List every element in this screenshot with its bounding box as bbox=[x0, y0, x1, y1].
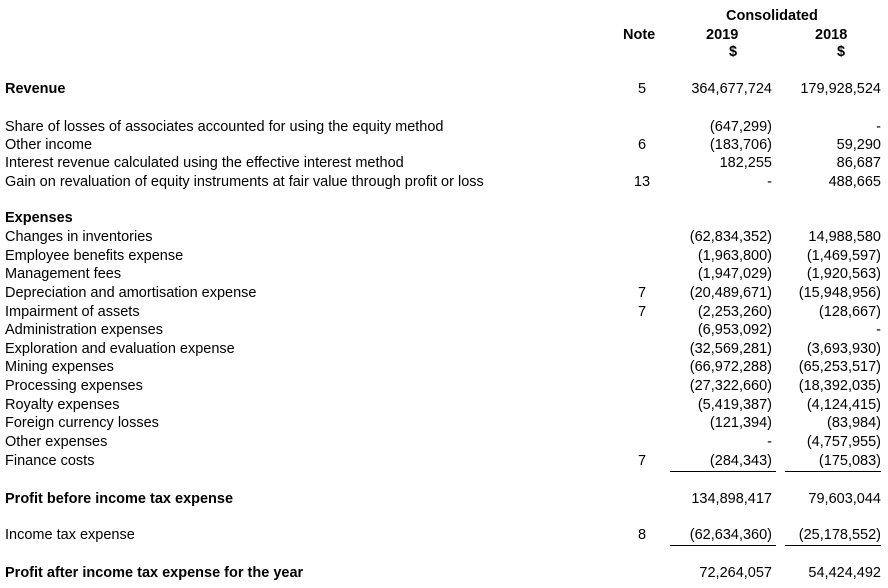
value-2019: 364,677,724 bbox=[691, 81, 772, 97]
row-label: Mining expenses bbox=[5, 359, 114, 375]
value-2019: (20,489,671) bbox=[689, 285, 772, 301]
row-label: Gain on revaluation of equity instruments at fair value through profit or loss bbox=[5, 174, 484, 190]
row-label: Income tax expense bbox=[5, 527, 135, 543]
value-2019: (1,947,029) bbox=[697, 266, 772, 282]
value-2019: 134,898,417 bbox=[691, 491, 772, 507]
row-note: 7 bbox=[637, 453, 647, 469]
value-2018: (15,948,956) bbox=[798, 285, 881, 301]
value-2018: 59,290 bbox=[836, 137, 881, 153]
row-note: 13 bbox=[633, 174, 651, 190]
value-2019: (647,299) bbox=[709, 119, 772, 135]
value-2019: (284,343) bbox=[709, 453, 772, 469]
row-label: Royalty expenses bbox=[5, 397, 120, 413]
row-label: Profit after income tax expense for the year bbox=[5, 565, 304, 581]
value-2019: (27,322,660) bbox=[689, 378, 772, 394]
row-note: 6 bbox=[637, 137, 647, 153]
row-note: 5 bbox=[637, 81, 647, 97]
value-2019: 182,255 bbox=[719, 155, 772, 171]
value-2018: (65,253,517) bbox=[798, 359, 881, 375]
value-2018: 488,665 bbox=[828, 174, 881, 190]
row-label: Finance costs bbox=[5, 453, 95, 469]
value-2018: - bbox=[876, 322, 881, 338]
value-2019: (62,834,352) bbox=[689, 229, 772, 245]
value-2019: (121,394) bbox=[709, 415, 772, 431]
row-label: Foreign currency losses bbox=[5, 415, 159, 431]
value-2018: (175,083) bbox=[818, 453, 881, 469]
value-2019: (6,953,092) bbox=[697, 322, 772, 338]
value-2019: (62,634,360) bbox=[689, 527, 772, 543]
value-2018: (4,757,955) bbox=[806, 434, 881, 450]
value-2018: 179,928,524 bbox=[800, 81, 881, 97]
value-2019: (5,419,387) bbox=[697, 397, 772, 413]
value-2019: (66,972,288) bbox=[689, 359, 772, 375]
value-2019: - bbox=[767, 174, 772, 190]
row-label: Employee benefits expense bbox=[5, 248, 184, 264]
value-2018: (18,392,035) bbox=[798, 378, 881, 394]
value-2019: (1,963,800) bbox=[697, 248, 772, 264]
value-2018: 86,687 bbox=[836, 155, 881, 171]
row-label: Administration expenses bbox=[5, 322, 163, 338]
expenses-heading: Expenses bbox=[5, 210, 73, 226]
row-label: Profit before income tax expense bbox=[5, 491, 234, 507]
row-label: Depreciation and amortisation expense bbox=[5, 285, 257, 301]
value-2019: (183,706) bbox=[709, 137, 772, 153]
value-2018: (1,469,597) bbox=[806, 248, 881, 264]
value-2019: (2,253,260) bbox=[697, 304, 772, 320]
value-2018: 54,424,492 bbox=[808, 565, 881, 581]
tax-rule-2019 bbox=[670, 545, 776, 546]
note-column-header: Note bbox=[623, 27, 656, 43]
value-2018: 79,603,044 bbox=[808, 491, 881, 507]
value-2018: (83,984) bbox=[826, 415, 881, 431]
subtotal-rule-2018 bbox=[785, 471, 881, 472]
subtotal-rule-2019 bbox=[670, 471, 776, 472]
row-label: Other expenses bbox=[5, 434, 108, 450]
row-note: 7 bbox=[637, 304, 647, 320]
row-note: 8 bbox=[637, 527, 647, 543]
value-2018: - bbox=[876, 119, 881, 135]
value-2018: (1,920,563) bbox=[806, 266, 881, 282]
row-label: Revenue bbox=[5, 81, 66, 97]
consolidated-header: Consolidated bbox=[726, 8, 818, 24]
row-label: Interest revenue calculated using the effective interest method bbox=[5, 155, 404, 171]
currency-2018-header: $ bbox=[837, 44, 846, 60]
row-label: Management fees bbox=[5, 266, 122, 282]
row-label: Changes in inventories bbox=[5, 229, 153, 245]
row-label: Processing expenses bbox=[5, 378, 143, 394]
value-2018: (128,667) bbox=[818, 304, 881, 320]
year-2019-header: 2019 bbox=[706, 27, 739, 43]
currency-2019-header: $ bbox=[729, 44, 738, 60]
tax-rule-2018 bbox=[785, 545, 881, 546]
row-label: Share of losses of associates accounted for using the equity method bbox=[5, 119, 444, 135]
value-2018: (25,178,552) bbox=[798, 527, 881, 543]
year-2018-header: 2018 bbox=[815, 27, 848, 43]
value-2019: - bbox=[767, 434, 772, 450]
row-label: Impairment of assets bbox=[5, 304, 140, 320]
value-2018: 14,988,580 bbox=[808, 229, 881, 245]
value-2019: (32,569,281) bbox=[689, 341, 772, 357]
row-label: Exploration and evaluation expense bbox=[5, 341, 235, 357]
row-label: Other income bbox=[5, 137, 93, 153]
row-note: 7 bbox=[637, 285, 647, 301]
value-2018: (3,693,930) bbox=[806, 341, 881, 357]
value-2018: (4,124,415) bbox=[806, 397, 881, 413]
value-2019: 72,264,057 bbox=[699, 565, 772, 581]
